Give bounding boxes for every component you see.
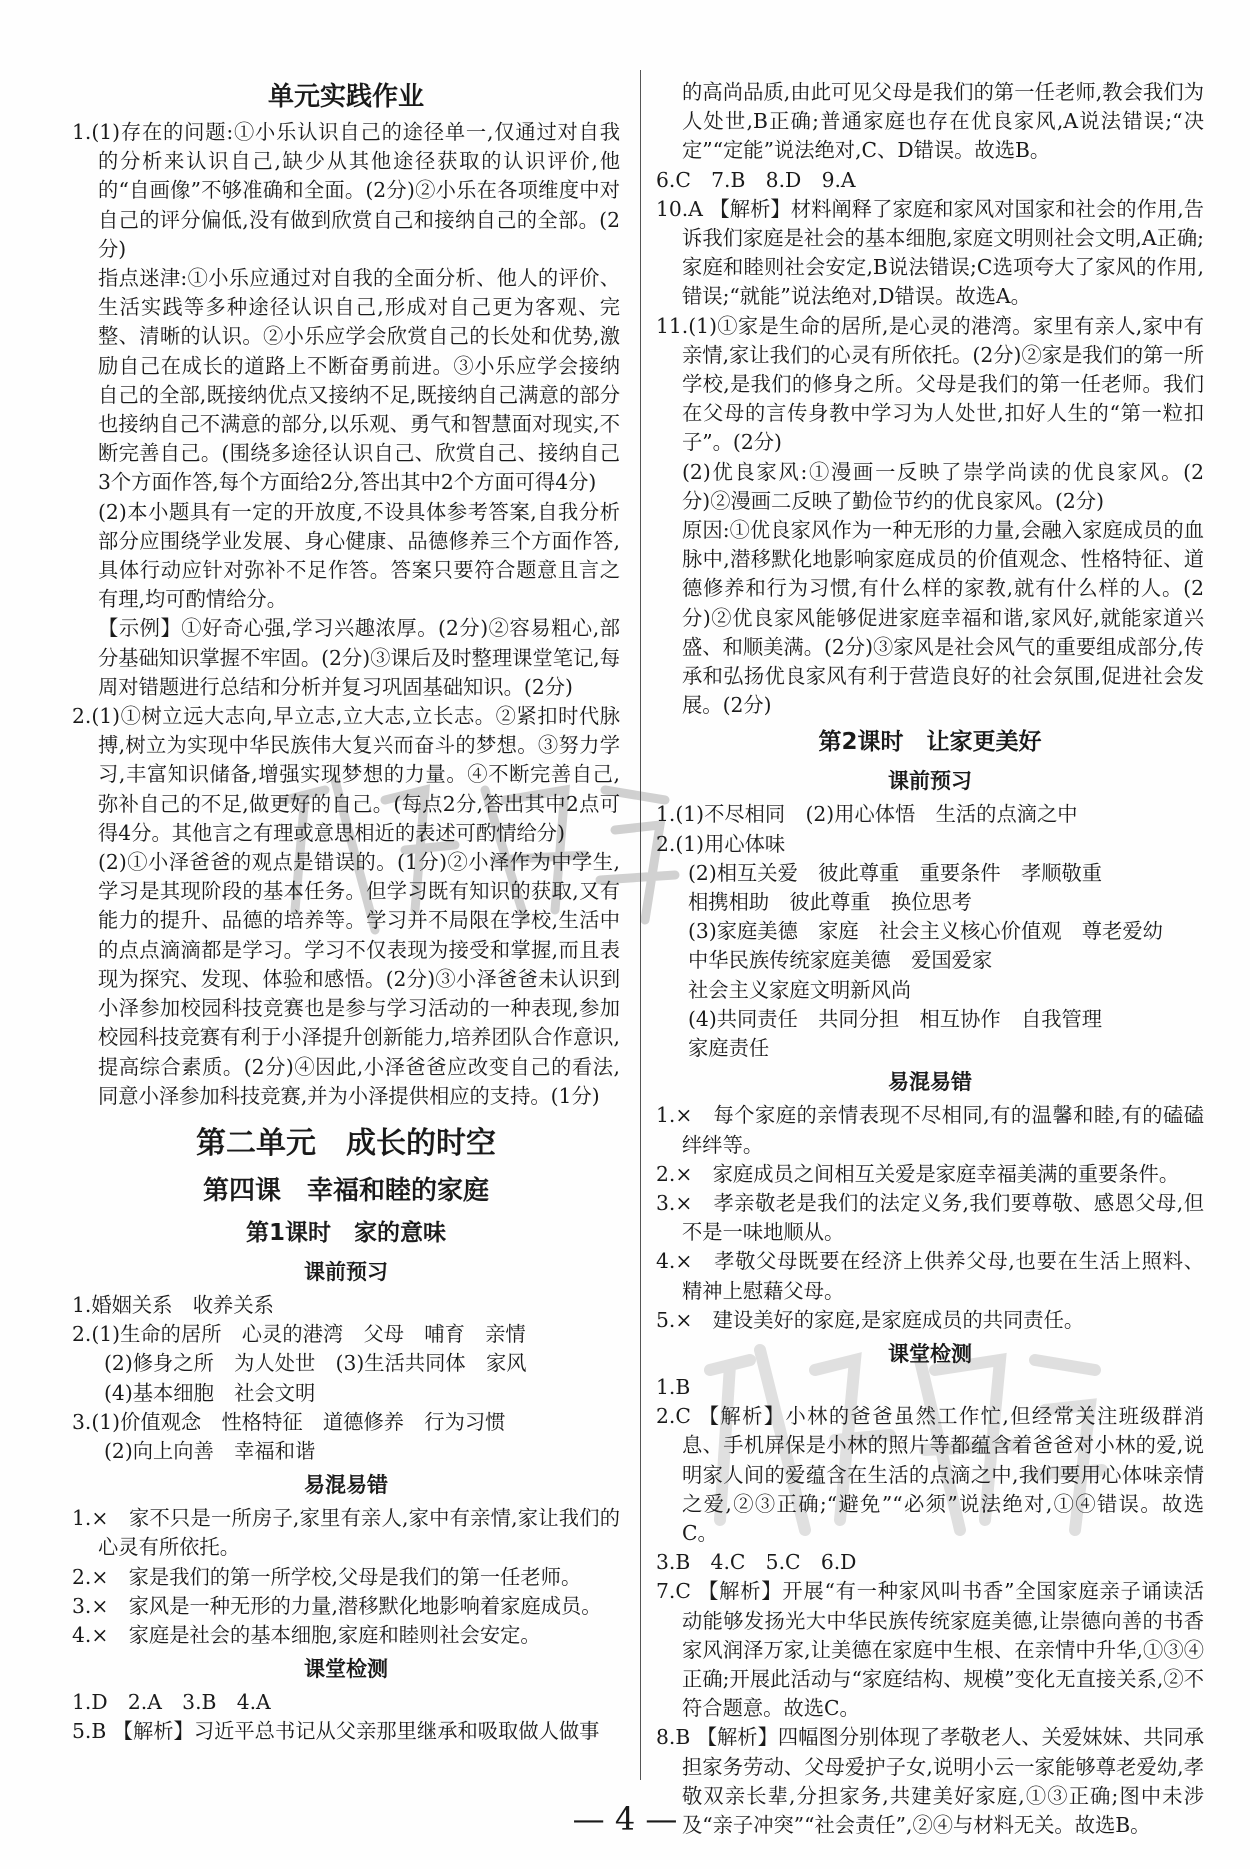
- answer-paragraph: 4.× 孝敬父母既要在经济上供养父母,也要在生活上照料、精神上慰藉父母。: [656, 1249, 1204, 1303]
- section-heading: 第1课时 家的意味: [245, 1219, 446, 1246]
- answer-paragraph: 10.A 【解析】材料阐释了家庭和家风对国家和社会的作用,告诉我们家庭是社会的基本细胞,家庭文明则社会文明,A正确;家庭和睦则社会安定,B说法错误;C选项夸大了家风的作用,错误;“就能”说法绝对,D错误。故选A。: [656, 196, 1204, 309]
- answer-paragraph: 1.D 2.A 3.B 4.A: [72, 1690, 271, 1715]
- answer-paragraph: 1.婚姻关系 收养关系: [72, 1292, 274, 1317]
- answer-paragraph: (2)相互关爱 彼此尊重 重要条件 孝顺敬重: [688, 860, 1103, 885]
- answer-paragraph: 1.B: [656, 1374, 691, 1399]
- answer-paragraph: 家庭责任: [688, 1036, 770, 1061]
- section-heading: 课堂检测: [888, 1341, 972, 1366]
- page-number: — 4 —: [572, 1800, 678, 1838]
- column-divider: [640, 70, 641, 1780]
- answer-paragraph: 6.C 7.B 8.D 9.A: [656, 167, 856, 192]
- answer-paragraph: 相携相助 彼此尊重 换位思考: [688, 890, 972, 915]
- answer-paragraph: 2.× 家是我们的第一所学校,父母是我们的第一任老师。: [72, 1564, 582, 1589]
- answer-paragraph: 3.B 4.C 5.C 6.D: [656, 1550, 857, 1575]
- right-column: [656, 78, 1204, 1840]
- answer-paragraph: 1.× 家不只是一所房子,家里有亲人,家中有亲情,家让我们的心灵有所依托。: [72, 1506, 620, 1560]
- answer-paragraph: 3.× 孝亲敬老是我们的法定义务,我们要尊敬、感恩父母,但不是一味地顺从。: [656, 1190, 1204, 1245]
- section-heading: 第四课 幸福和睦的家庭: [202, 1175, 489, 1206]
- answer-paragraph: 5.× 建设美好的家庭,是家庭成员的共同责任。: [656, 1307, 1085, 1332]
- answer-paragraph: 原因:①优良家风作为一种无形的力量,会融入家庭成员的血脉中,潜移默化地影响家庭成员的价值观念、性格特征、道德修养和行为习惯,有什么样的家教,就有什么样的人。(2分)②优良家风能够促进家庭幸福和谐,家风好,就能家道兴盛、和顺美满。(2分)③家风是社会风气的重要组成部分,传承和弘扬优良家风有利于营造良好的社会氛围,促进社会发展。(2分): [682, 518, 1204, 718]
- answer-paragraph: 中华民族传统家庭美德 爱国爱家: [688, 948, 993, 973]
- answer-paragraph: 7.C 【解析】开展“有一种家风叫书香”全国家庭亲子诵读活动能够发扬光大中华民族传统家庭美德,让崇德向善的书香家风润泽万家,让美德在家庭中生根、在亲情中升华,①③④正确;开展此活动与“家庭结构、规模”变化无直接关系,②不符合题意。故选C。: [656, 1579, 1204, 1721]
- answer-paragraph: (4)共同责任 共同分担 相互协作 自我管理: [688, 1006, 1103, 1031]
- section-heading: 第2课时 让家更美好: [818, 729, 1042, 756]
- section-heading: 易混易错: [888, 1070, 972, 1095]
- left-column: [72, 78, 620, 1747]
- answer-paragraph: 8.B 【解析】四幅图分别体现了孝敬老人、关爱妹妹、共同承担家务劳动、父母爱护子女,说明小云一家能够尊老爱幼,孝敬双亲长辈,分担家务,共建美好家庭,①③正确;图中未涉及“亲子冲突”“社会责任”,②④与材料无关。故选B。: [656, 1725, 1204, 1837]
- answer-paragraph: 1.(1)不尽相同 (2)用心体悟 生活的点滴之中: [656, 802, 1078, 827]
- answer-paragraph: 【示例】①好奇心强,学习兴趣浓厚。(2分)②容易粗心,部分基础知识掌握不牢固。(2分)③课后及时整理课堂笔记,每周对错题进行总结和分析并复习巩固基础知识。(2分): [98, 616, 620, 699]
- answer-paragraph: 2.(1)用心体味: [656, 831, 786, 856]
- answer-paragraph: (3)家庭美德 家庭 社会主义核心价值观 尊老爱幼: [688, 919, 1163, 944]
- answer-paragraph: 3.× 家风是一种无形的力量,潜移默化地影响着家庭成员。: [72, 1593, 602, 1618]
- answer-paragraph: 3.(1)价值观念 性格特征 道德修养 行为习惯: [72, 1409, 506, 1434]
- answer-paragraph: (2)本小题具有一定的开放度,不设具体参考答案,自我分析部分应围绕学业发展、身心健康、品德修养三个方面作答,具体行动应针对弥补不足作答。答案只要符合题意且言之有理,均可酌情给分。: [98, 499, 620, 612]
- section-heading: 易混易错: [304, 1473, 388, 1498]
- answer-paragraph: (2)向上向善 幸福和谐: [104, 1438, 316, 1463]
- section-heading: 课前预习: [888, 769, 972, 794]
- section-heading: 第二单元 成长的时空: [196, 1125, 496, 1161]
- answer-paragraph: 2.(1)生命的居所 心灵的港湾 父母 哺育 亲情: [72, 1322, 526, 1347]
- answer-paragraph: (4)基本细胞 社会文明: [104, 1380, 316, 1405]
- answer-paragraph: (2)优良家风:①漫画一反映了崇学尚读的优良家风。(2分)②漫画二反映了勤俭节约的优良家风。(2分): [682, 459, 1204, 513]
- answer-paragraph: 社会主义家庭文明新风尚: [688, 977, 912, 1002]
- answer-paragraph: 的高尚品质,由此可见父母是我们的第一任老师,教会我们为人处世,B正确;普通家庭也存在优良家风,A说法错误;“决定”“定能”说法绝对,C、D错误。故选B。: [682, 80, 1204, 163]
- section-heading: 课前预习: [304, 1259, 388, 1284]
- answer-paragraph: 2.(1)①树立远大志向,早立志,立大志,立长志。②紧扣时代脉搏,树立为实现中华民族伟大复兴而奋斗的梦想。③努力学习,丰富知识储备,增强实现梦想的力量。④不断完善自己,弥补自己的不足,做更好的自己。(每点2分,答出其中2点可得4分。其他言之有理或意思相近的表述可酌情给分): [72, 704, 620, 845]
- answer-paragraph: 2.× 家庭成员之间相互关爱是家庭幸福美满的重要条件。: [656, 1161, 1180, 1186]
- answer-paragraph: 11.(1)①家是生命的居所,是心灵的港湾。家里有亲人,家中有亲情,家让我们的心灵有所依托。(2分)②家是我们的第一所学校,是我们的修身之所。父母是我们的第一任老师。我们在父母的言传身教中学习为人处世,扣好人生的“第一粒扣子”。(2分): [656, 313, 1204, 455]
- answer-paragraph: (2)修身之所 为人处世 (3)生活共同体 家风: [104, 1351, 527, 1376]
- answer-paragraph: 1.(1)存在的问题:①小乐认识自己的途径单一,仅通过对自我的分析来认识自己,缺少从其他途径获取的认识评价,他的“自画像”不够准确和全面。(2分)②小乐在各项维度中对自己的评分偏低,没有做到欣赏自己和接纳自己的全部。(2分): [72, 120, 620, 261]
- answer-paragraph: (2)①小泽爸爸的观点是错误的。(1分)②小泽作为中学生,学习是其现阶段的基本任务。但学习既有知识的获取,又有能力的提升、品德的培养等。学习并不局限在学校,生活中的点点滴滴都是学习。学习不仅表现为接受和掌握,而且表现为探究、发现、体验和感悟。(2分)③小泽爸爸未认识到小泽参加校园科技竞赛也是参与学习活动的一种表现,参加校园科技竞赛有利于小泽提升创新能力,培养团队合作意识,提高综合素质。(2分)④因此,小泽爸爸应改变自己的看法,同意小泽参加科技竞赛,并为小泽提供相应的支持。(1分): [98, 850, 620, 1108]
- answer-paragraph: 5.B 【解析】习近平总书记从父亲那里继承和吸取做人做事: [72, 1719, 600, 1744]
- answer-paragraph: 4.× 家庭是社会的基本细胞,家庭和睦则社会安定。: [72, 1622, 541, 1647]
- section-heading: 课堂检测: [304, 1657, 388, 1682]
- answer-paragraph: 指点迷津:①小乐应通过对自我的全面分析、他人的评价、生活实践等多种途径认识自己,形成对自己更为客观、完整、清晰的认识。②小乐应学会欣赏自己的长处和优势,激励自己在成长的道路上不断奋勇前进。③小乐应学会接纳自己的全部,既接纳优点又接纳不足,既接纳自己满意的部分也接纳自己不满意的部分,以乐观、勇气和智慧面对现实,不断完善自己。(围绕多途径认识自己、欣赏自己、接纳自己3个方面作答,每个方面给2分,答出其中2个方面可得4分): [98, 266, 620, 495]
- section-heading: 单元实践作业: [267, 82, 424, 112]
- answer-paragraph: 2.C 【解析】小林的爸爸虽然工作忙,但经常关注班级群消息、手机屏保是小林的照片等都蕴含着爸爸对小林的爱,说明家人间的爱蕴含在生活的点滴之中,我们要用心体味亲情之爱,②③正确;“避免”“必须”说法绝对,①④错误。故选C。: [656, 1404, 1204, 1545]
- answer-paragraph: 1.× 每个家庭的亲情表现不尽相同,有的温馨和睦,有的磕磕绊绊等。: [656, 1103, 1204, 1157]
